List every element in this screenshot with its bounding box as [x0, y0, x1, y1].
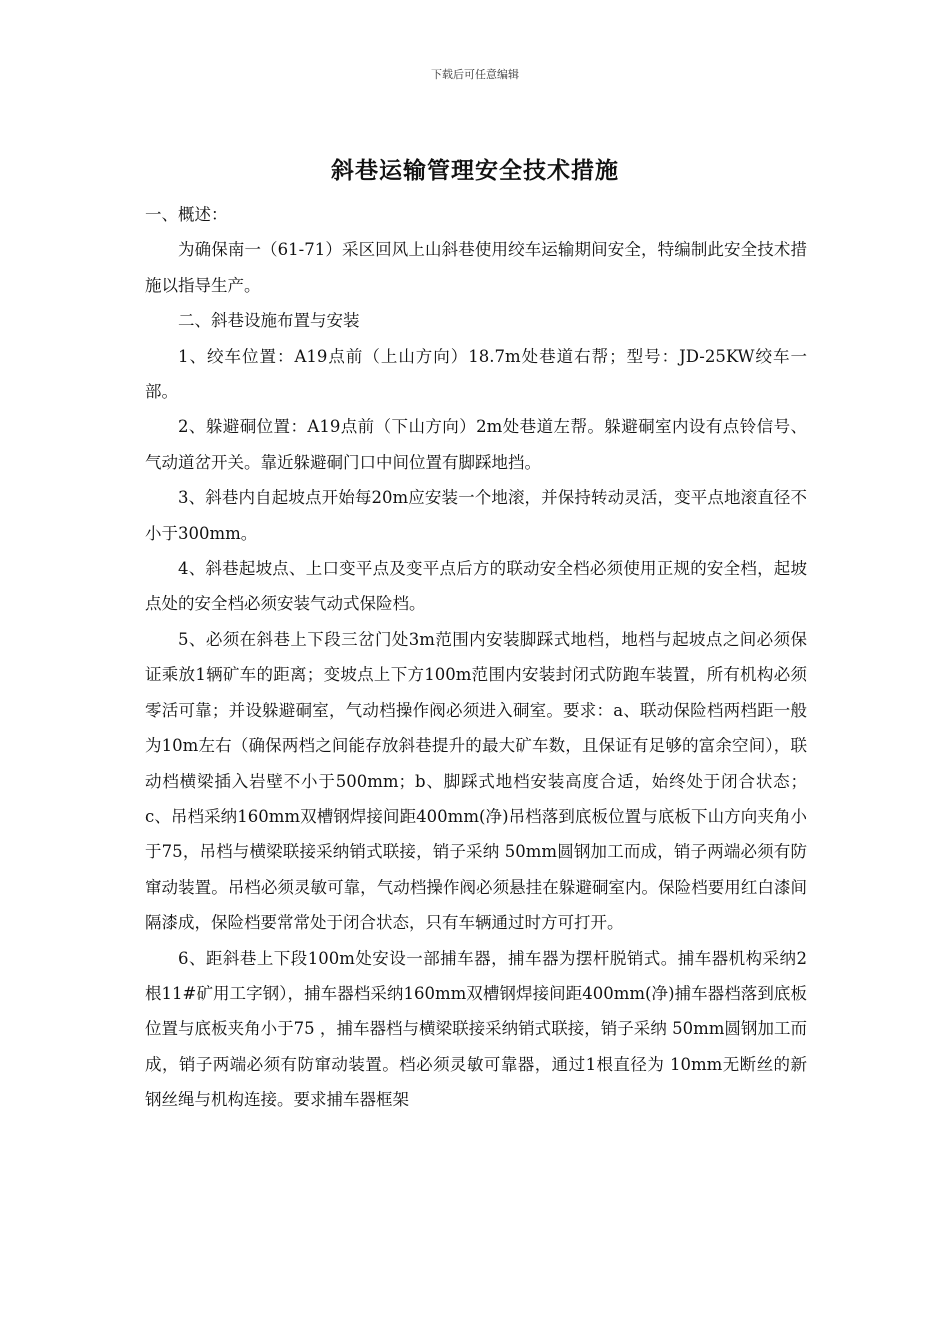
section-heading-overview: 一、概述： [145, 205, 228, 224]
paragraph-purpose: 为确保南一（61-71）采区回风上山斜巷使用绞车运输期间安全，特编制此安全技术措施以指导生产。 [145, 240, 807, 295]
paragraph-item-4: 4、斜巷起坡点、上口变平点及变平点后方的联动安全档必须使用正规的安全档，起坡点处的安全档必须安装气动式保险档。 [145, 559, 807, 614]
document-title: 斜巷运输管理安全技术措施 [331, 158, 619, 184]
paragraph-item-2: 2、躲避硐位置：A19点前（下山方向）2m处巷道左帮。躲避硐室内设有点铃信号、气动道岔开关。靠近躲避硐门口中间位置有脚踩地挡。 [145, 417, 807, 472]
document-body [145, 197, 807, 1118]
section-heading-facilities: 二、斜巷设施布置与安装 [178, 311, 360, 331]
paragraph-item-3: 3、斜巷内自起坡点开始每20m应安装一个地滚，并保持转动灵活，变平点地滚直径不小于300mm。 [145, 488, 807, 543]
header-note: 下载后可任意编辑 [431, 68, 519, 81]
paragraph-item-6: 6、距斜巷上下段100m处安设一部捕车器，捕车器为摆杆脱销式。捕车器机构采纳2根11#矿用工字钢），捕车器档采纳160mm双槽钢焊接间距400mm(净)捕车器档落到底板位置与底板夹角小于75 ，捕车器档与横梁联接采纳销式联接，销子采纳 50mm圆钢加工而成，销子两端必须有防窜动装置。档必须灵敏可靠器，通过1根直径为 10mm无断丝的新钢丝绳与机构连接。要求捕车器框架 [145, 948, 807, 1110]
paragraph-item-1: 1、绞车位置：A19点前（上山方向）18.7m处巷道右帮；型号：JD-25KW绞车一部。 [145, 346, 807, 402]
paragraph-item-5: 5、必须在斜巷上下段三岔门处3m范围内安装脚踩式地档，地档与起坡点之间必须保证乘放1辆矿车的距离；变坡点上下方100m范围内安装封闭式防跑车装置，所有机构必须零活可靠；并设躲避硐室，气动档操作阀必须进入硐室。要求：a、联动保险档两档距一般为10m左右（确保两档之间能存放斜巷提升的最大矿车数，且保证有足够的富余空间），联动档横梁插入岩壁不小于500mm；b、脚踩式地档安装高度合适，始终处于闭合状态； c、吊档采纳160mm双槽钢焊接间距400mm(净)吊档落到底板位置与底板下山方向夹角小于75，吊档与横梁联接采纳销式联接，销子采纳 50mm圆钢加工而成，销子两端必须有防窜动装置。吊档必须灵敏可靠，气动档操作阀必须悬挂在躲避硐室内。保险档要用红白漆间隔漆成，保险档要常常处于闭合状态，只有车辆通过时方可打开。 [145, 629, 807, 933]
